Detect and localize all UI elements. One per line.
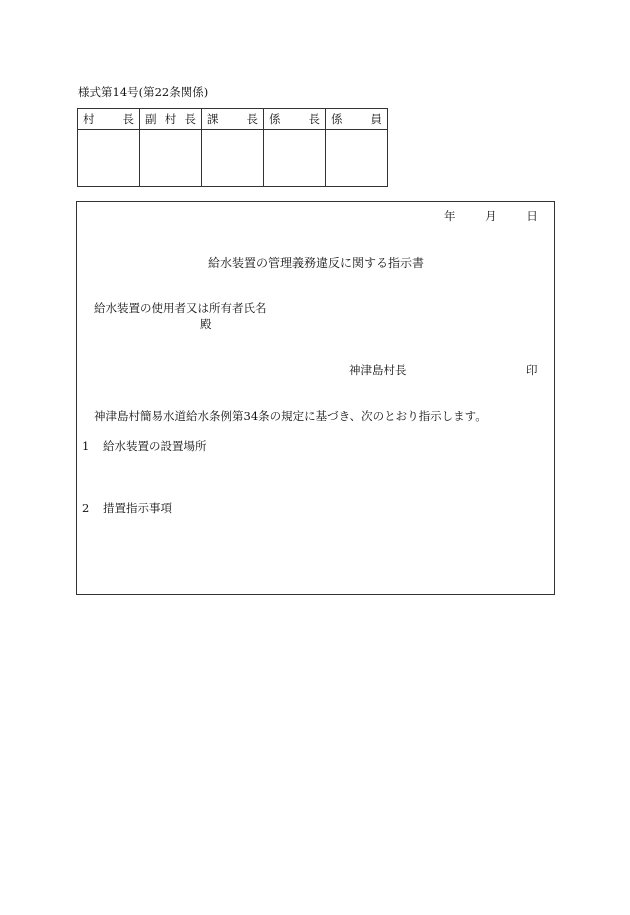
list-item-instructions — [82, 500, 172, 516]
date-year: 年 — [444, 209, 456, 223]
approval-stamp-row — [78, 130, 388, 187]
approval-header-row — [78, 109, 388, 130]
stamp-cell-subsection-chief — [264, 130, 326, 187]
item-number: 2 — [82, 501, 90, 515]
list-item-location — [82, 438, 206, 454]
header-village-head: 村 長 — [78, 109, 140, 130]
approval-stamp-table — [77, 108, 388, 187]
date-month: 月 — [485, 209, 497, 223]
issuer-name: 神津島村長 — [349, 363, 407, 377]
stamp-cell-staff — [326, 130, 388, 187]
date-day: 日 — [526, 209, 538, 223]
header-deputy-village-head: 副 村 長 — [140, 109, 202, 130]
header-section-chief: 課 長 — [202, 109, 264, 130]
document-title: 給水装置の管理義務違反に関する指示書 — [208, 256, 425, 270]
stamp-cell-section-chief — [202, 130, 264, 187]
header-staff: 係 員 — [326, 109, 388, 130]
date-line — [444, 208, 538, 224]
body-text: 神津島村簡易水道給水条例第34条の規定に基づき、次のとおり指示します。 — [94, 409, 487, 423]
seal-mark: 印 — [526, 363, 538, 377]
item-label: 措置指示事項 — [102, 501, 172, 515]
recipient-label: 給水装置の使用者又は所有者氏名 — [94, 301, 267, 315]
item-number: 1 — [82, 439, 90, 453]
stamp-cell-deputy-village-head — [140, 130, 202, 187]
form-number: 様式第14号(第22条関係) — [78, 85, 209, 99]
item-label: 給水装置の設置場所 — [102, 439, 207, 453]
header-subsection-chief: 係 長 — [264, 109, 326, 130]
stamp-cell-village-head — [78, 130, 140, 187]
recipient-honorific: 殿 — [200, 317, 212, 331]
